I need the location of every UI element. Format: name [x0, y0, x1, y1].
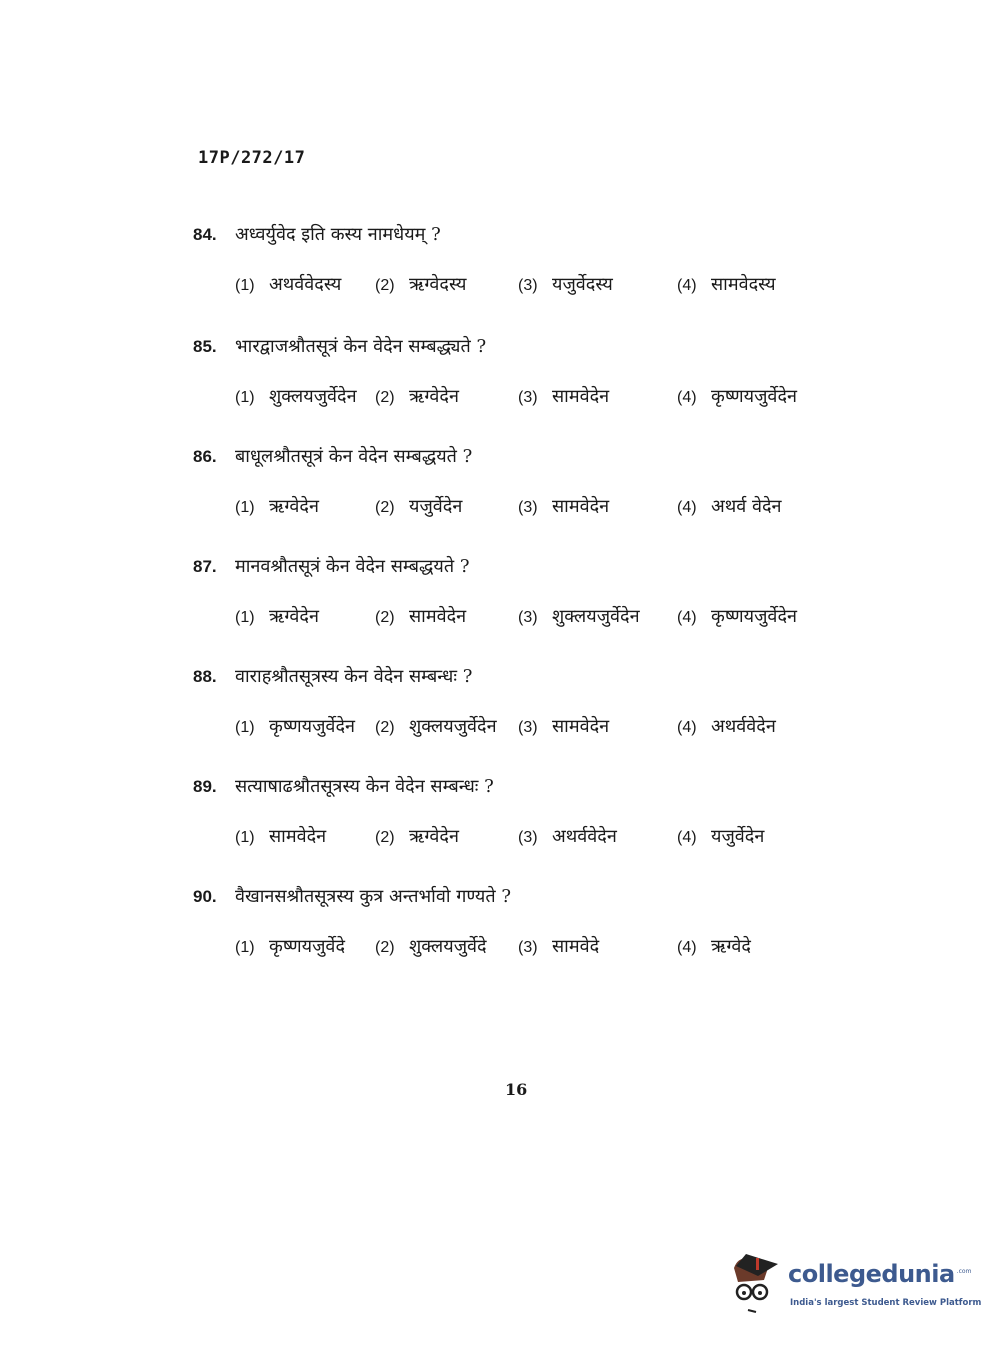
option	[375, 932, 518, 963]
option-label: (1)	[235, 939, 255, 956]
option	[375, 270, 518, 301]
question-stem	[193, 774, 973, 798]
options	[235, 602, 973, 633]
question	[193, 554, 973, 633]
option	[235, 822, 375, 853]
question	[193, 884, 973, 963]
options	[235, 270, 973, 301]
option-label: (4)	[677, 829, 697, 846]
option	[677, 382, 797, 413]
question-number: 90.	[193, 887, 217, 906]
option-text: ऋग्वेदे	[711, 936, 751, 957]
brand-tagline: India's largest Student Review Platform	[790, 1298, 982, 1308]
option-label: (4)	[677, 719, 697, 736]
option-label: (3)	[518, 829, 538, 846]
option-label: (3)	[518, 939, 538, 956]
options	[235, 712, 973, 743]
option-text: यजुर्वेदस्य	[552, 274, 613, 295]
option-text: ऋग्वेदस्य	[409, 274, 467, 295]
option-text: यजुर्वेदेन	[711, 826, 765, 847]
option-text: अथर्ववेदस्य	[269, 274, 342, 295]
question	[193, 334, 973, 413]
question-number: 88.	[193, 667, 217, 686]
option-text: ऋग्वेदेन	[409, 386, 459, 407]
question-text: सत्याषाढश्रौतसूत्रस्य केन वेदेन सम्बन्धः ?	[235, 776, 494, 797]
collegedunia-logo	[728, 1250, 996, 1320]
option-label: (3)	[518, 499, 538, 516]
question-text: मानवश्रौतसूत्रं केन वेदेन सम्बद्धयते ?	[235, 556, 470, 577]
option-text: यजुर्वेदेन	[409, 496, 463, 517]
option-text: सामवेदेन	[409, 606, 467, 627]
option	[375, 822, 518, 853]
question-text: भारद्वाजश्रौतसूत्रं केन वेदेन सम्बद्ध्यते ?	[235, 336, 487, 357]
option-text: ऋग्वेदेन	[269, 496, 319, 517]
option	[677, 822, 764, 853]
option-label: (4)	[677, 609, 697, 626]
question-number: 89.	[193, 777, 217, 796]
option	[375, 492, 518, 523]
option-text: सामवेदेन	[269, 826, 327, 847]
question-stem	[193, 444, 973, 468]
option-label: (2)	[375, 719, 395, 736]
option-text: कृष्णयजुर्वेदेन	[711, 606, 797, 627]
option-label: (2)	[375, 277, 395, 294]
option	[375, 712, 518, 743]
options	[235, 382, 973, 413]
option-label: (1)	[235, 277, 255, 294]
question-text: अध्वर्युवेद इति कस्य नामधेयम् ?	[235, 224, 441, 245]
question-number: 84.	[193, 225, 217, 244]
option	[375, 602, 518, 633]
option-text: शुक्लयजुर्वेदेन	[269, 386, 357, 407]
option-text: कृष्णयजुर्वेदेन	[711, 386, 797, 407]
option-text: अथर्ववेदेन	[552, 826, 617, 847]
question	[193, 444, 973, 523]
question-number: 85.	[193, 337, 217, 356]
question-number: 87.	[193, 557, 217, 576]
option-label: (3)	[518, 609, 538, 626]
question-stem	[193, 222, 973, 246]
options	[235, 492, 973, 523]
option-text: सामवेदेन	[552, 716, 610, 737]
option-label: (1)	[235, 719, 255, 736]
option-text: शुक्लयजुर्वेदे	[409, 936, 487, 957]
option-label: (3)	[518, 277, 538, 294]
question-text: बाधूलश्रौतसूत्रं केन वेदेन सम्बद्धयते ?	[235, 446, 473, 467]
option-label: (3)	[518, 389, 538, 406]
option-label: (2)	[375, 829, 395, 846]
option	[235, 602, 375, 633]
brand-domain: .com	[956, 1268, 972, 1275]
option-text: सामवेदेन	[552, 496, 610, 517]
option	[518, 270, 677, 301]
option-label: (2)	[375, 609, 395, 626]
option	[518, 602, 677, 633]
option-text: सामवेदे	[552, 936, 600, 957]
option-label: (2)	[375, 939, 395, 956]
question	[193, 774, 973, 853]
option-label: (3)	[518, 719, 538, 736]
option-label: (1)	[235, 389, 255, 406]
option-label: (4)	[677, 277, 697, 294]
option-text: शुक्लयजुर्वेदेन	[409, 716, 497, 737]
option	[235, 712, 375, 743]
option	[677, 270, 776, 301]
option	[677, 932, 751, 963]
option-label: (2)	[375, 389, 395, 406]
option-text: सामवेदस्य	[711, 274, 776, 295]
option	[518, 932, 677, 963]
question-stem	[193, 554, 973, 578]
option-text: ऋग्वेदेन	[409, 826, 459, 847]
option	[518, 822, 677, 853]
options	[235, 932, 973, 963]
question-text: वाराहश्रौतसूत्रस्य केन वेदेन सम्बन्धः ?	[235, 666, 473, 687]
option-label: (1)	[235, 829, 255, 846]
question-number: 86.	[193, 447, 217, 466]
mascot-icon	[728, 1250, 788, 1320]
option-text: अथर्व वेदेन	[711, 496, 782, 517]
brand-name: collegedunia	[788, 1260, 955, 1288]
option	[235, 270, 375, 301]
option-label: (4)	[677, 389, 697, 406]
options	[235, 822, 973, 853]
brand-row	[788, 1260, 971, 1288]
option	[677, 712, 776, 743]
option-text: ऋग्वेदेन	[269, 606, 319, 627]
option	[518, 492, 677, 523]
option	[235, 932, 375, 963]
option	[235, 492, 375, 523]
option-label: (4)	[677, 499, 697, 516]
paper-code: 17P/272/17	[198, 148, 306, 168]
option-text: अथर्ववेदेन	[711, 716, 776, 737]
option-label: (2)	[375, 499, 395, 516]
option-label: (4)	[677, 939, 697, 956]
question	[193, 664, 973, 743]
question-stem	[193, 334, 973, 358]
question-stem	[193, 884, 973, 908]
question-text: वैखानसश्रौतसूत्रस्य कुत्र अन्तर्भावो गण्यते ?	[235, 886, 511, 907]
option-text: कृष्णयजुर्वेदे	[269, 936, 345, 957]
option-text: कृष्णयजुर्वेदेन	[269, 716, 355, 737]
option-text: शुक्लयजुर्वेदेन	[552, 606, 640, 627]
page-number: 16	[505, 1080, 528, 1099]
option-label: (1)	[235, 609, 255, 626]
option-text: सामवेदेन	[552, 386, 610, 407]
option	[518, 382, 677, 413]
option	[235, 382, 375, 413]
option	[677, 492, 782, 523]
option	[518, 712, 677, 743]
question	[193, 222, 973, 301]
question-stem	[193, 664, 973, 688]
option	[375, 382, 518, 413]
option-label: (1)	[235, 499, 255, 516]
option	[677, 602, 797, 633]
